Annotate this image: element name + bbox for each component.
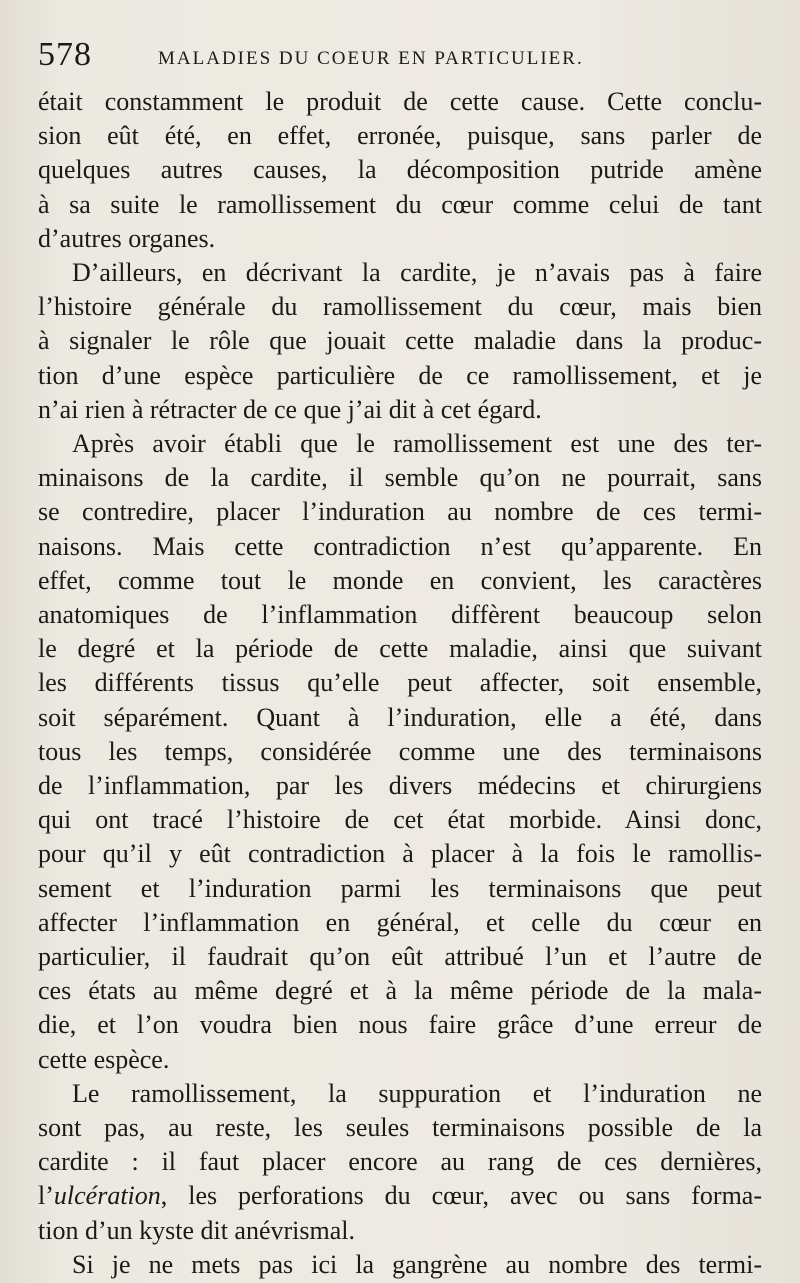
text-line: affecter l’inflammation en général, et celle du cœur en	[38, 907, 762, 937]
text-line: particulier, il faudrait qu’on eût attribué l’un et l’autre de	[38, 942, 762, 971]
text-line: se contredire, placer l’induration au nombre de ces termi-	[38, 497, 762, 527]
text-line: n’ai rien à rétracter de ce que j’ai dit à cet égard.	[38, 394, 542, 424]
text-line: cette espèce.	[38, 1044, 170, 1074]
text-line: tion d’un kyste dit anévrismal.	[38, 1215, 356, 1245]
text-line: de l’inflammation, par les divers médecins et chirurgiens	[38, 771, 762, 800]
running-head: MALADIES DU COEUR EN PARTICULIER.	[158, 48, 584, 69]
text-line: naisons. Mais cette contradiction n’est qu’apparente. En	[38, 531, 762, 561]
text-line: à signaler le rôle que jouait cette maladie dans la produc-	[38, 326, 762, 356]
text-line: anatomiques de l’inflammation diffèrent beaucoup selon	[38, 600, 762, 629]
text-line: sement et l’induration parmi les terminaisons que peut	[38, 873, 762, 903]
page-header	[38, 36, 758, 76]
text-line: ces états au même degré et à la même période de la mala-	[38, 976, 762, 1006]
text-line: effet, comme tout le monde en convient, les caractères	[38, 565, 762, 595]
text-line: qui ont tracé l’histoire de cet état morbide. Ainsi donc,	[38, 805, 762, 835]
text-line: était constamment le produit de cette cause. Cette conclu-	[38, 87, 762, 116]
text-line: tion d’une espèce particulière de ce ramollissement, et je	[38, 360, 762, 390]
text-line: cardite : il faut placer encore au rang de ces dernières,	[38, 1147, 762, 1177]
text-line: sion eût été, en effet, erronée, puisque, sans parler de	[38, 121, 762, 151]
page-number: 578	[38, 36, 92, 73]
text-line: Après avoir établi que le ramollissement est une des ter-	[72, 429, 762, 458]
text-line: pour qu’il y eût contradiction à placer à la fois le ramollis-	[38, 839, 762, 869]
text-line: die, et l’on voudra bien nous faire grâce d’une erreur de	[38, 1010, 762, 1040]
text-line: D’ailleurs, en décrivant la cardite, je n’avais pas à faire	[72, 258, 762, 287]
text-line: Le ramollissement, la suppuration et l’induration ne	[72, 1078, 762, 1108]
text-line: les différents tissus qu’elle peut affecter, soit ensemble,	[38, 668, 762, 698]
text-line: l’ulcération, les perforations du cœur, avec ou sans forma-	[38, 1181, 762, 1211]
text-line: quelques autres causes, la décomposition putride amène	[38, 155, 762, 185]
text-line: le degré et la période de cette maladie, ainsi que suivant	[38, 634, 762, 664]
text-line: tous les temps, considérée comme une des terminaisons	[38, 736, 762, 766]
text-line: l’histoire générale du ramollissement du cœur, mais bien	[38, 292, 762, 322]
text-line: à sa suite le ramollissement du cœur comme celui de tant	[38, 189, 762, 219]
italic-term: ulcération	[53, 1181, 161, 1211]
text-line: d’autres organes.	[38, 223, 216, 253]
text-line: Si je ne mets pas ici la gangrène au nombre des termi-	[72, 1249, 762, 1279]
text-line: minaisons de la cardite, il semble qu’on ne pourrait, sans	[38, 463, 762, 493]
text-line: sont pas, au reste, les seules terminaisons possible de la	[38, 1113, 762, 1142]
text-line: soit séparément. Quant à l’induration, elle a été, dans	[38, 702, 762, 732]
